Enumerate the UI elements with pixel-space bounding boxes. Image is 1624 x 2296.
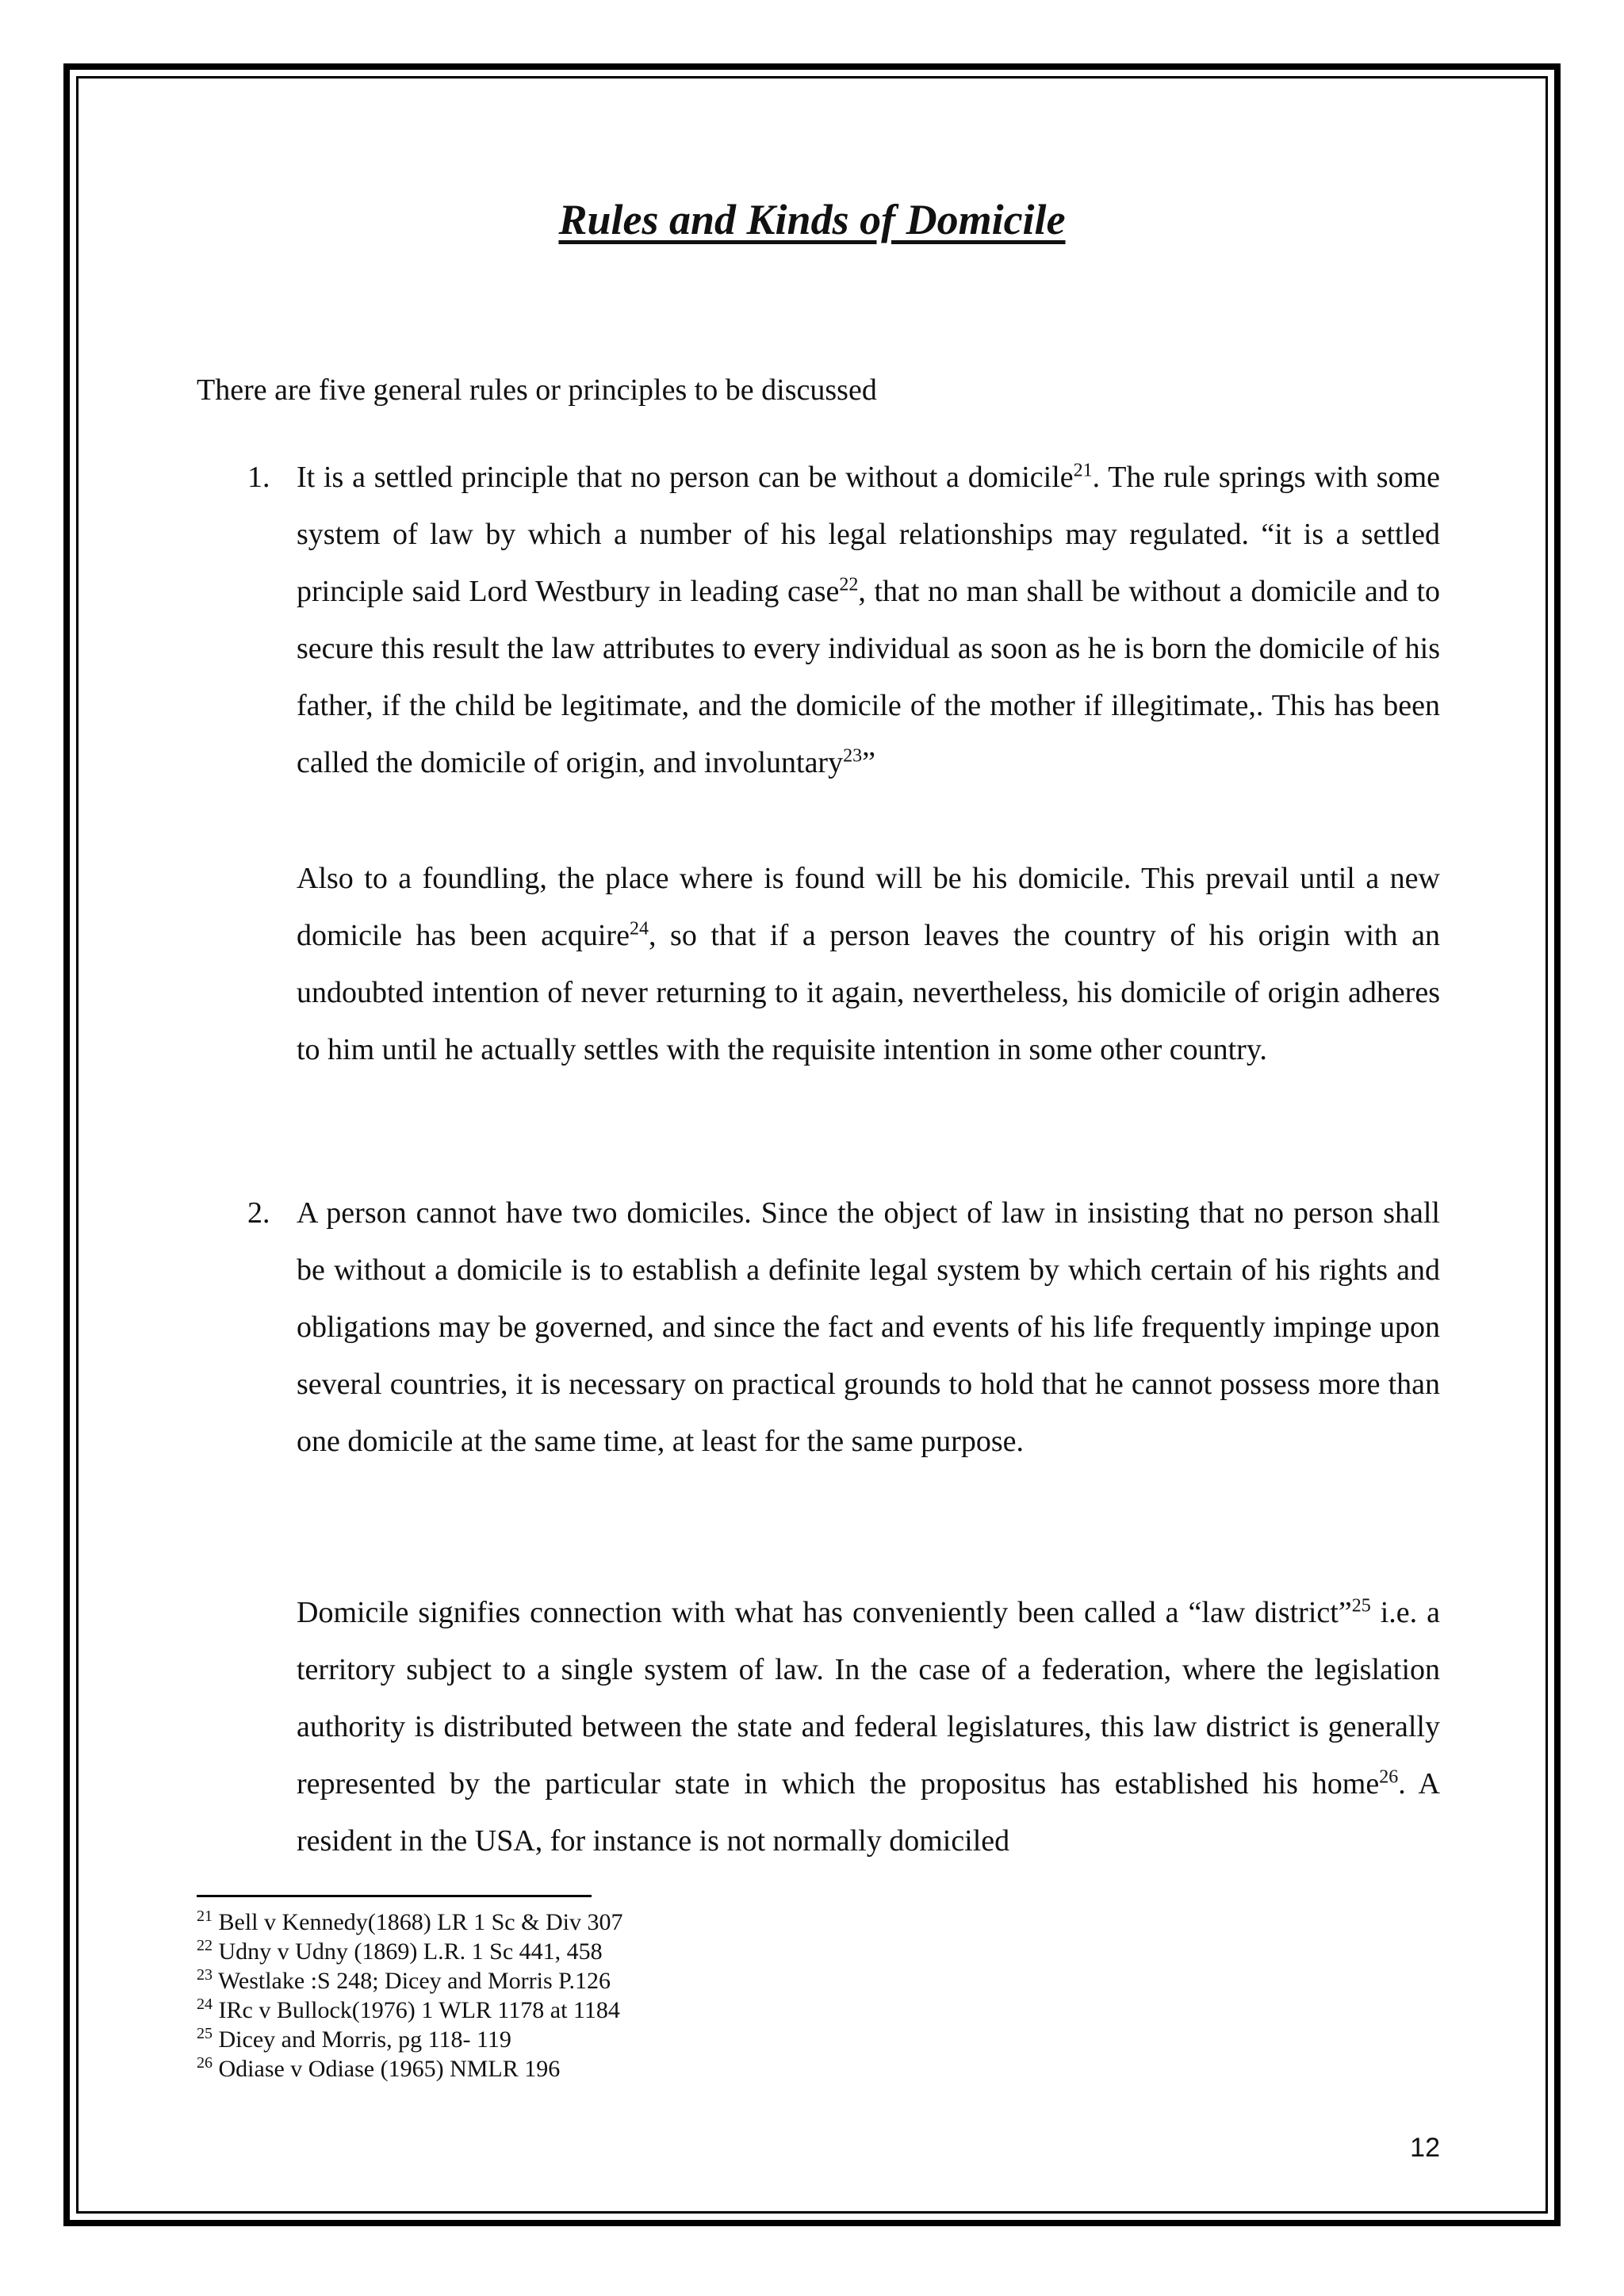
footnote	[197, 1937, 622, 1966]
list-item-paragraph	[297, 1184, 1440, 1470]
list-item-paragraph	[297, 850, 1440, 1078]
list-item-number: 2.	[247, 1196, 270, 1230]
footnote	[197, 1996, 622, 2025]
footnote-text: Westlake :S 248; Dicey and Morris P.126	[217, 1968, 611, 1994]
footnote-text: Udny v Udny (1869) L.R. 1 Sc 441, 458	[218, 1938, 603, 1965]
text-run: i.e. a territory subject to a single system of law. In the case of a federation, where the legislation authority is distributed between the state and federal legislatures, this law district is generally represented by the particular state in which the propositus has established his home	[297, 1596, 1440, 1800]
footnote	[197, 2054, 622, 2084]
page-number: 12	[1410, 2133, 1440, 2163]
footnote-reference: 26	[1379, 1766, 1399, 1788]
footnote-text: Odiase v Odiase (1965) NMLR 196	[218, 2056, 561, 2082]
footnote	[197, 2025, 622, 2054]
list-item-paragraph	[297, 1584, 1440, 1869]
text-run: ”	[862, 746, 875, 779]
footnote-number: 21	[197, 1908, 213, 1925]
footnote	[197, 1908, 622, 1937]
footnote-text: Dicey and Morris, pg 118- 119	[218, 2026, 511, 2053]
footnote-separator	[197, 1895, 592, 1897]
footnote-reference: 24	[629, 918, 649, 939]
footnote-reference: 21	[1073, 460, 1093, 481]
list-item-paragraph	[297, 449, 1440, 791]
footnote-text: IRc v Bullock(1976) 1 WLR 1178 at 1184	[218, 1997, 620, 2023]
footnote-number: 24	[197, 1996, 213, 2013]
text-run: Also to a foundling, the place where is found will be his domicile. This prevail until a new domicile has been acquire	[297, 862, 1440, 952]
footnote-number: 26	[197, 2054, 213, 2072]
page-title: Rules and Kinds of Domicile	[558, 196, 1066, 243]
footnote-reference: 22	[839, 574, 859, 595]
text-run: , so that if a person leaves the country of his origin with an undoubted intention of never returning to it again, nevertheless, his domicile of origin adheres to him until he actually settles with the requisite intention in some other country.	[297, 919, 1440, 1066]
text-run: . The rule springs with some system of law by which a number of his legal relationships may regulated. “it is a settled principle said Lord Westbury in leading case	[297, 461, 1440, 608]
footnote-number: 22	[197, 1937, 213, 1954]
footnote-number: 25	[197, 2025, 213, 2042]
footnote-text: Bell v Kennedy(1868) LR 1 Sc & Div 307	[218, 1909, 623, 1935]
footnote-reference: 23	[843, 745, 863, 767]
footnote-number: 23	[197, 1966, 213, 1984]
text-run: . A resident in the USA, for instance is not normally domiciled	[297, 1767, 1440, 1858]
footnote	[197, 1966, 622, 1996]
text-run: It is a settled principle that no person can be without a domicile	[297, 461, 1074, 494]
list-item-number: 1.	[247, 461, 270, 494]
text-run: Domicile signifies connection with what has conveniently been called a “law district”	[297, 1596, 1352, 1629]
text-run: , that no man shall be without a domicile and to secure this result the law attributes to every individual as soon as he is born the domicile of his father, if the child be legitimate, and the domicile of the mother if illegitimate,. This has been called the domicile of origin, and involuntary	[297, 575, 1440, 779]
footnote-reference: 25	[1351, 1595, 1371, 1617]
footnotes-list	[197, 1908, 622, 2084]
intro-text: There are five general rules or principles to be discussed	[197, 373, 877, 407]
text-run: A person cannot have two domiciles. Since the object of law in insisting that no person shall be without a domicile is to establish a definite legal system by which certain of his rights and obligations may be governed, and since the fact and events of his life frequently impinge upon several countries, it is necessary on practical grounds to hold that he cannot possess more than one domicile at the same time, at least for the same purpose.	[297, 1196, 1440, 1458]
